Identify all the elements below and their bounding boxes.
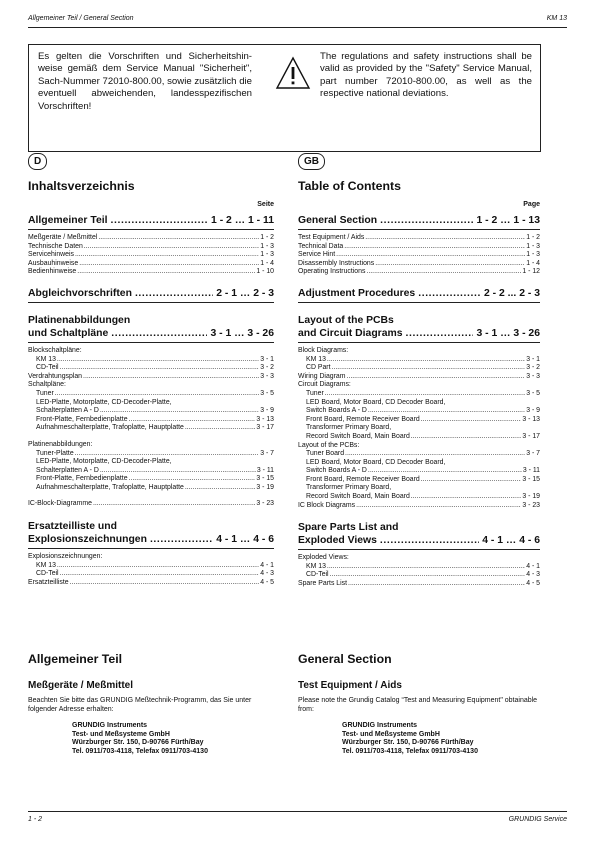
toc-section-circuit-heading-en: Layout of the PCBs (298, 314, 394, 326)
toc-section-general-en[interactable]: General Section ..... 1 - 2 … 1 - 13 (298, 214, 540, 227)
toc-entry[interactable]: KM 13 ..... 4 - 1 (298, 563, 540, 572)
toc-section-circuit-en[interactable]: and Circuit Diagrams ..... 3 - 1 … 3 - 26 (298, 327, 540, 340)
toc-section-general-de[interactable]: Allgemeiner Teil ..... 1 - 2 … 1 - 11 (28, 214, 274, 227)
toc-entry[interactable]: Aufnahmeschalterplatte, Trafoplatte, Hauptplatte ..... 3 - 19 (28, 484, 274, 493)
toc-title-en: Table of Contents (298, 179, 401, 193)
safety-notice-de: Es gelten die Vorschriften und Sicherheitshin-weise gemäß dem Service Manual "Sicherheit", Sach-Nummer 72010-800.00, sowie zusätzlich die eventuell abweichenden, landesspezifischen Vorschriften! (38, 51, 252, 112)
toc-entry-continuation: Transformer Primary Board, (306, 424, 392, 432)
toc-entry[interactable]: CD-Teil ..... 4 - 3 (28, 570, 274, 579)
toc-entry[interactable]: Spare Parts List ..... 4 - 5 (298, 580, 540, 589)
section-title-de: Allgemeiner Teil (28, 652, 123, 666)
toc-category: Circuit Diagrams: (298, 381, 351, 389)
section-rule (28, 229, 274, 230)
toc-entry-continuation: LED-Platte, Motorplatte, CD-Decoder-Platte, (36, 398, 172, 406)
intro-text-de: Beachten Sie bitte das GRUNDIG Meßtechnik-Programm, das Sie unter folgender Adresse erhalten: (28, 697, 252, 713)
toc-category: Explosionszeichnungen: (28, 553, 103, 561)
toc-entry[interactable]: Bedienhinweise ..... 1 - 10 (28, 268, 274, 277)
toc-category: Platinenabbildungen: (28, 440, 93, 448)
toc-entry[interactable]: Schalterplatten A - D ..... 3 - 9 (28, 407, 274, 416)
toc-entry[interactable]: Switch Boards A - D ..... 3 - 11 (298, 467, 540, 476)
toc-entry[interactable]: Record Switch Board, Main Board ..... 3 - 19 (298, 493, 540, 502)
toc-entry[interactable]: CD-Teil ..... 4 - 3 (298, 571, 540, 580)
address-block-en: GRUNDIG Instruments Test- und Meßsysteme GmbH Würzburger Str. 150, D-90766 Fürth/Bay Tel. 0911/703-4118, Telefax 0911/703-4130 (342, 722, 478, 755)
warning-triangle-icon (275, 56, 311, 90)
section-rule (298, 229, 540, 230)
toc-entry[interactable]: Technische Daten ..... 1 - 3 (28, 243, 274, 252)
address-block-de: GRUNDIG Instruments Test- und Meßsysteme GmbH Würzburger Str. 150, D-90766 Fürth/Bay Tel. 0911/703-4118, Telefax 0911/703-4130 (72, 722, 208, 755)
toc-entry[interactable]: Service Hint ..... 1 - 3 (298, 251, 540, 260)
language-badge-de: D (28, 153, 47, 170)
toc-entry[interactable]: Front-Platte, Fernbedienplatte ..... 3 - 15 (28, 475, 274, 484)
toc-category: Blockschaltpläne: (28, 346, 82, 354)
toc-entry[interactable]: Tuner ..... 3 - 5 (298, 390, 540, 399)
general-section-intro (0, 652, 595, 802)
language-badge-gb: GB (298, 153, 325, 170)
toc-english (298, 150, 540, 589)
toc-entry[interactable]: Servicehinweis ..... 1 - 3 (28, 251, 274, 260)
toc-entry[interactable]: Ausbauhinweise ..... 1 - 4 (28, 260, 274, 269)
page-column-label-de: Seite (257, 201, 274, 208)
toc-entry[interactable]: CD Part ..... 3 - 2 (298, 364, 540, 373)
toc-section-parts-de[interactable]: Explosionszeichnungen ..... 4 - 1 … 4 - 6 (28, 533, 274, 546)
toc-entry[interactable]: Record Switch Board, Main Board ..... 3 - 17 (298, 433, 540, 442)
toc-entry[interactable]: IC-Block-Diagramme ..... 3 - 23 (28, 500, 274, 509)
page-footer (28, 816, 567, 823)
toc-entry[interactable]: KM 13 ..... 3 - 1 (28, 356, 274, 365)
toc-entry[interactable]: Operating Instructions ..... 1 - 12 (298, 268, 540, 277)
toc-section-adjustment-en[interactable]: Adjustment Procedures ..... 2 - 2 ... 2 - 3 (298, 287, 540, 300)
section-rule (298, 342, 540, 343)
toc-entry[interactable]: Wiring Diagram ..... 3 - 3 (298, 373, 540, 382)
subsection-title-de: Meßgeräte / Meßmittel (28, 680, 134, 691)
toc-entry[interactable]: Schalterplatten A - D ..... 3 - 11 (28, 467, 274, 476)
toc-entry[interactable]: Tuner-Platte ..... 3 - 7 (28, 450, 274, 459)
toc-entry[interactable]: Switch Boards A - D ..... 3 - 9 (298, 407, 540, 416)
section-rule (28, 342, 274, 343)
safety-notice-box (28, 44, 541, 152)
toc-entry[interactable]: CD-Teil ..... 3 - 2 (28, 364, 274, 373)
page-column-label-en: Page (523, 201, 540, 208)
toc-section-parts-heading-en: Spare Parts List and (298, 522, 399, 534)
footer-rule (28, 811, 567, 812)
section-rule (28, 302, 274, 303)
section-rule (28, 548, 274, 549)
toc-entry[interactable]: IC Block Diagrams ..... 3 - 23 (298, 502, 540, 511)
toc-entry[interactable]: Disassembly Instructions ..... 1 - 4 (298, 260, 540, 269)
toc-entry[interactable]: Meßgeräte / Meßmittel ..... 1 - 2 (28, 234, 274, 243)
toc-entry-continuation: LED Board, Motor Board, CD Decoder Board, (306, 398, 446, 406)
section-rule (298, 302, 540, 303)
toc-section-circuit-heading-de: Platinenabbildungen (28, 314, 131, 326)
toc-entry[interactable]: Front-Platte, Fernbedienplatte ..... 3 - 13 (28, 416, 274, 425)
toc-category: Schaltpläne: (28, 381, 66, 389)
toc-german (28, 150, 274, 587)
safety-notice-en: The regulations and safety instructions shall be valid as provided by the "Safety" Service Manual, part number 72010-800.00, as well as the respective national deviations. (320, 51, 532, 100)
toc-entry[interactable]: Technical Data ..... 1 - 3 (298, 243, 540, 252)
toc-title-de: Inhaltsverzeichnis (28, 179, 135, 193)
section-title-en: General Section (298, 652, 392, 666)
toc-entry-continuation: LED-Platte, Motorplatte, CD-Decoder-Platte, (36, 458, 172, 466)
toc-entry[interactable]: KM 13 ..... 3 - 1 (298, 356, 540, 365)
intro-text-en: Please note the Grundig Catalog “Test and Measuring Equipment" obtainable from: (298, 697, 538, 713)
toc-section-parts-heading-de: Ersatzteilliste und (28, 521, 117, 533)
toc-entry[interactable]: Ersatzteilliste ..... 4 - 5 (28, 579, 274, 588)
toc-section-parts-en[interactable]: Exploded Views ..... 4 - 1 … 4 - 6 (298, 534, 540, 547)
toc-entry[interactable]: Test Equipment / Aids ..... 1 - 2 (298, 234, 540, 243)
toc-section-adjustment-de[interactable]: Abgleichvorschriften ..... 2 - 1 … 2 - 3 (28, 287, 274, 300)
toc-entry[interactable]: KM 13 ..... 4 - 1 (28, 562, 274, 571)
page-header (28, 15, 567, 22)
toc-entry-continuation: Transformer Primary Board, (306, 484, 392, 492)
general-section-en (298, 652, 540, 757)
header-section-title: Allgemeiner Teil / General Section (28, 15, 134, 22)
page-number: 1 - 2 (28, 816, 43, 823)
toc-entry[interactable]: Tuner Board ..... 3 - 7 (298, 450, 540, 459)
header-model: KM 13 (546, 15, 567, 22)
toc-section-circuit-de[interactable]: und Schaltpläne ..... 3 - 1 … 3 - 26 (28, 327, 274, 340)
footer-brand: GRUNDIG Service (508, 816, 567, 823)
toc-entry-continuation: LED Board, Motor Board, CD Decoder Board, (306, 458, 446, 466)
toc-category: Exploded Views: (298, 554, 349, 562)
subsection-title-en: Test Equipment / Aids (298, 680, 402, 691)
general-section-de (28, 652, 274, 757)
toc-entry[interactable]: Verdrahtungsplan ..... 3 - 3 (28, 373, 274, 382)
toc-category: Layout of the PCBs: (298, 441, 360, 449)
toc-entry[interactable]: Tuner ..... 3 - 5 (28, 390, 274, 399)
toc-entry[interactable]: Aufnahmeschalterplatte, Trafoplatte, Hauptplatte ..... 3 - 17 (28, 424, 274, 433)
toc-category: Block Diagrams: (298, 346, 349, 354)
section-rule (298, 549, 540, 550)
toc-entry[interactable]: Front Board, Remote Receiver Board ..... 3 - 15 (298, 476, 540, 485)
header-rule (28, 27, 567, 28)
toc-entry[interactable]: Front Board, Remote Receiver Board ..... 3 - 13 (298, 416, 540, 425)
